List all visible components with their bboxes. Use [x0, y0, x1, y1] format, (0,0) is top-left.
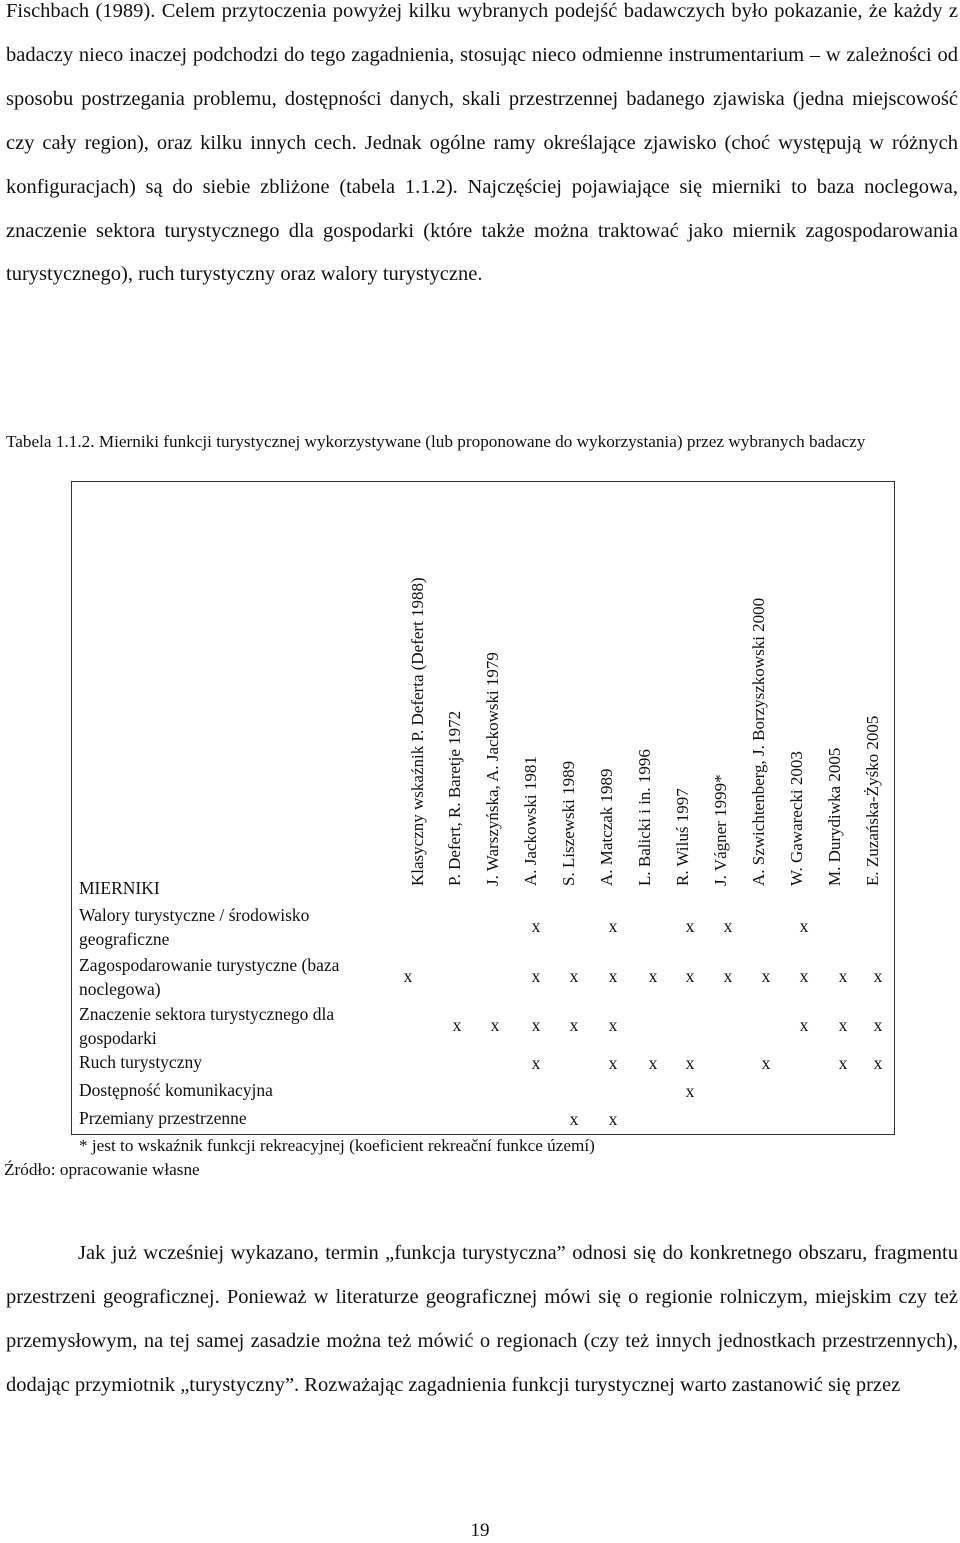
table-cell-mark: x: [723, 916, 733, 936]
table-cell-mark: x: [569, 1109, 579, 1129]
table-cell-mark: x: [761, 966, 771, 986]
table-cell-mark: x: [838, 966, 848, 986]
row-label-0: Walory turystyczne / środowisko geograficzne: [79, 905, 310, 949]
column-header-2: J. Warszyńska, A. Jackowski 1979: [483, 652, 502, 886]
table-caption: Tabela 1.1.2. Mierniki funkcji turystycznej wykorzystywane (lub proponowane do wykorzystania) przez wybranych badaczy: [6, 432, 866, 451]
table-cell-mark: x: [531, 966, 541, 986]
table-cell-mark: x: [531, 1053, 541, 1073]
table-cell-mark: x: [648, 1053, 658, 1073]
table-cell-mark: x: [608, 1053, 618, 1073]
table-cell-mark: x: [685, 916, 695, 936]
column-header-0: Klasyczny wskaźnik P. Deferta (Defert 1988): [408, 577, 427, 886]
intro-paragraph-text: Fischbach (1989). Celem przytoczenia powyżej kilku wybranych podejść badawczych było pokazanie, że każdy z badaczy nieco inaczej podchodzi do tego zagadnienia, stosując nieco odmienne instrumentarium – w zależności od sposobu postrzegania problemu, dostępności danych, skali przestrzennej badanego zjawiska (jedna miejscowość czy cały region), oraz kilku innych cech. Jednak ogólne ramy określające zjawisko (choć występują w różnych konfiguracjach) są do siebie zbliżone (tabela 1.1.2). Najczęściej pojawiające się mierniki to baza noclegowa, znaczenie sektora turystycznego dla gospodarki (które także można traktować jako miernik zagospodarowania turystycznego), ruch turystyczny oraz walory turystyczne.: [6, 0, 958, 286]
table-cell-mark: x: [873, 1053, 883, 1073]
table-source: Źródło: opracowanie własne: [4, 1160, 200, 1179]
table-cell-mark: x: [685, 966, 695, 986]
column-header-3: A. Jackowski 1981: [521, 756, 540, 886]
column-header-8: J. Vágner 1999*: [711, 774, 730, 886]
table-cell-mark: x: [569, 966, 579, 986]
table-cell-mark: x: [799, 1015, 809, 1035]
table-cell-mark: x: [452, 1015, 462, 1035]
column-header-mierniki: MIERNIKI: [79, 878, 160, 898]
row-label-3: Ruch turystyczny: [79, 1052, 202, 1072]
row-label-1: Zagospodarowanie turystyczne (baza noclegowa): [79, 955, 340, 999]
table-cell-mark: x: [531, 1015, 541, 1035]
table-cell-mark: x: [685, 1081, 695, 1101]
table-cell-mark: x: [608, 1109, 618, 1129]
table-cell-mark: x: [799, 916, 809, 936]
body-paragraph: [6, 1232, 958, 1408]
row-label-2: Znaczenie sektora turystycznego dla gospodarki: [79, 1004, 335, 1048]
row-label-4: Dostępność komunikacyjna: [79, 1080, 273, 1100]
table-cell-mark: x: [608, 966, 618, 986]
column-header-5: A. Matczak 1989: [597, 768, 616, 886]
table-cell-mark: x: [569, 1015, 579, 1035]
table-cell-mark: x: [873, 1015, 883, 1035]
column-header-9: A. Szwichtenberg, J. Borzyszkowski 2000: [749, 597, 768, 886]
column-header-12: E. Zuzańska-Żyśko 2005: [863, 715, 882, 886]
table-cell-mark: x: [403, 966, 413, 986]
table-cell-mark: x: [873, 966, 883, 986]
table-cell-mark: x: [608, 916, 618, 936]
column-header-11: M. Durydiwka 2005: [825, 747, 844, 886]
column-header-1: P. Defert, R. Baretje 1972: [445, 710, 464, 886]
column-header-6: L. Balicki i in. 1996: [635, 749, 654, 886]
table-cell-mark: x: [799, 966, 809, 986]
table-cell-mark: x: [838, 1053, 848, 1073]
column-header-7: R. Wiluś 1997: [673, 788, 692, 886]
row-label-5: Przemiany przestrzenne: [79, 1108, 247, 1128]
column-header-4: S. Liszewski 1989: [559, 760, 578, 886]
table-footnote: * jest to wskaźnik funkcji rekreacyjnej (koeficient rekreační funkce území): [79, 1136, 595, 1155]
page-number: 19: [470, 1520, 490, 1541]
table-cell-mark: x: [761, 1053, 771, 1073]
table-cell-mark: x: [608, 1015, 618, 1035]
table-cell-mark: x: [490, 1015, 500, 1035]
table-cell-mark: x: [531, 916, 541, 936]
column-header-10: W. Gawarecki 2003: [787, 751, 806, 886]
table-cell-mark: x: [723, 966, 733, 986]
table-cell-mark: x: [685, 1053, 695, 1073]
intro-paragraph: [6, 0, 958, 297]
table-cell-mark: x: [648, 966, 658, 986]
table-cell-mark: x: [838, 1015, 848, 1035]
body-paragraph-text: Jak już wcześniej wykazano, termin „funkcja turystyczna” odnosi się do konkretnego obszaru, fragmentu przestrzeni geograficznej. Ponieważ w literaturze geograficznej mówi się o regionie rolniczym, miejskim czy też przemysłowym, na tej samej zasadzie można też mówić o regionach (czy też innych jednostkach przestrzennych), dodając przymiotnik „turystyczny”. Rozważając zagadnienia funkcji turystycznej warto zastanowić się przez: [6, 1242, 958, 1396]
